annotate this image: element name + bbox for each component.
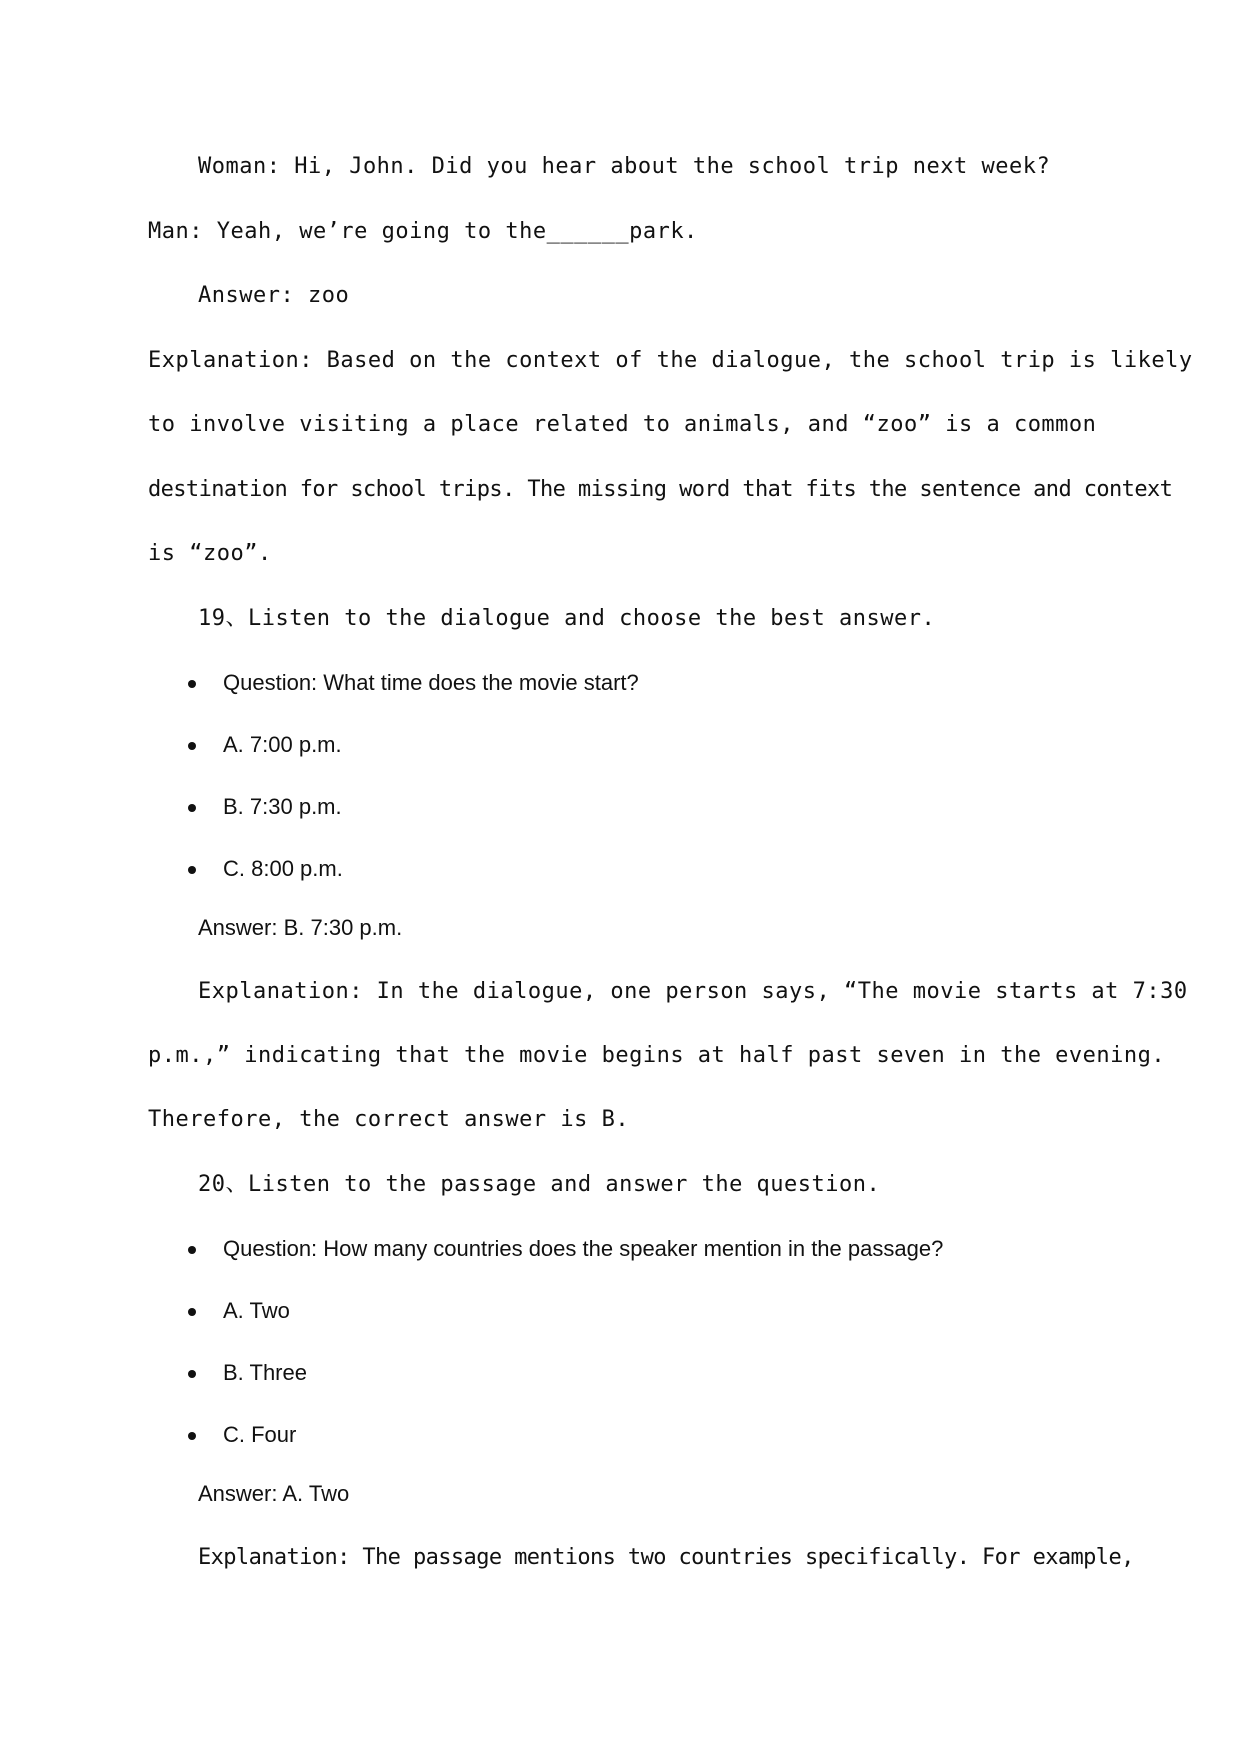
explanation-19-line-2: p.m.,” indicating that the movie begins at half past seven in the evening. [148, 1043, 1166, 1068]
explanation-18-line-1: Explanation: Based on the context of the dialogue, the school trip is likely [148, 348, 1193, 373]
explanation-18-line-3: destination for school trips. The missing word that fits the sentence and context [148, 477, 1173, 502]
question-19-option-b: B. 7:30 p.m. [223, 794, 342, 819]
question-20-option-b: B. Three [223, 1360, 307, 1385]
bullet-icon [188, 1432, 196, 1440]
bullet-icon [188, 1246, 196, 1254]
bullet-icon [188, 866, 196, 874]
bullet-icon [188, 804, 196, 812]
answer-20: Answer: A. Two [198, 1481, 350, 1506]
question-19-text: Question: What time does the movie start? [223, 670, 639, 695]
bullet-icon [188, 1308, 196, 1316]
explanation-18-line-2: to involve visiting a place related to animals, and “zoo” is a common [148, 412, 1097, 437]
bullet-icon [188, 680, 196, 688]
explanation-20-line-1: Explanation: The passage mentions two countries specifically. For example, [198, 1545, 1134, 1570]
question-20-option-c: C. Four [223, 1422, 297, 1447]
question-19-prompt: 19、Listen to the dialogue and choose the best answer. [198, 606, 936, 631]
answer-19: Answer: B. 7:30 p.m. [198, 915, 403, 940]
bullet-icon [188, 742, 196, 750]
question-20-prompt: 20、Listen to the passage and answer the question. [198, 1172, 881, 1197]
dialogue-woman: Woman: Hi, John. Did you hear about the school trip next week? [198, 154, 1051, 179]
explanation-19-line-1: Explanation: In the dialogue, one person says, “The movie starts at 7:30 [198, 979, 1188, 1004]
explanation-18-line-4: is “zoo”. [148, 541, 272, 566]
question-19-option-c: C. 8:00 p.m. [223, 856, 343, 881]
bullet-icon [188, 1370, 196, 1378]
question-20-text: Question: How many countries does the speaker mention in the passage? [223, 1236, 944, 1261]
question-19-option-a: A. 7:00 p.m. [223, 732, 342, 757]
dialogue-man: Man: Yeah, we’re going to the______park. [148, 219, 698, 244]
explanation-19-line-3: Therefore, the correct answer is B. [148, 1107, 630, 1132]
question-20-option-a: A. Two [223, 1298, 290, 1323]
answer-18: Answer: zoo [198, 283, 350, 308]
